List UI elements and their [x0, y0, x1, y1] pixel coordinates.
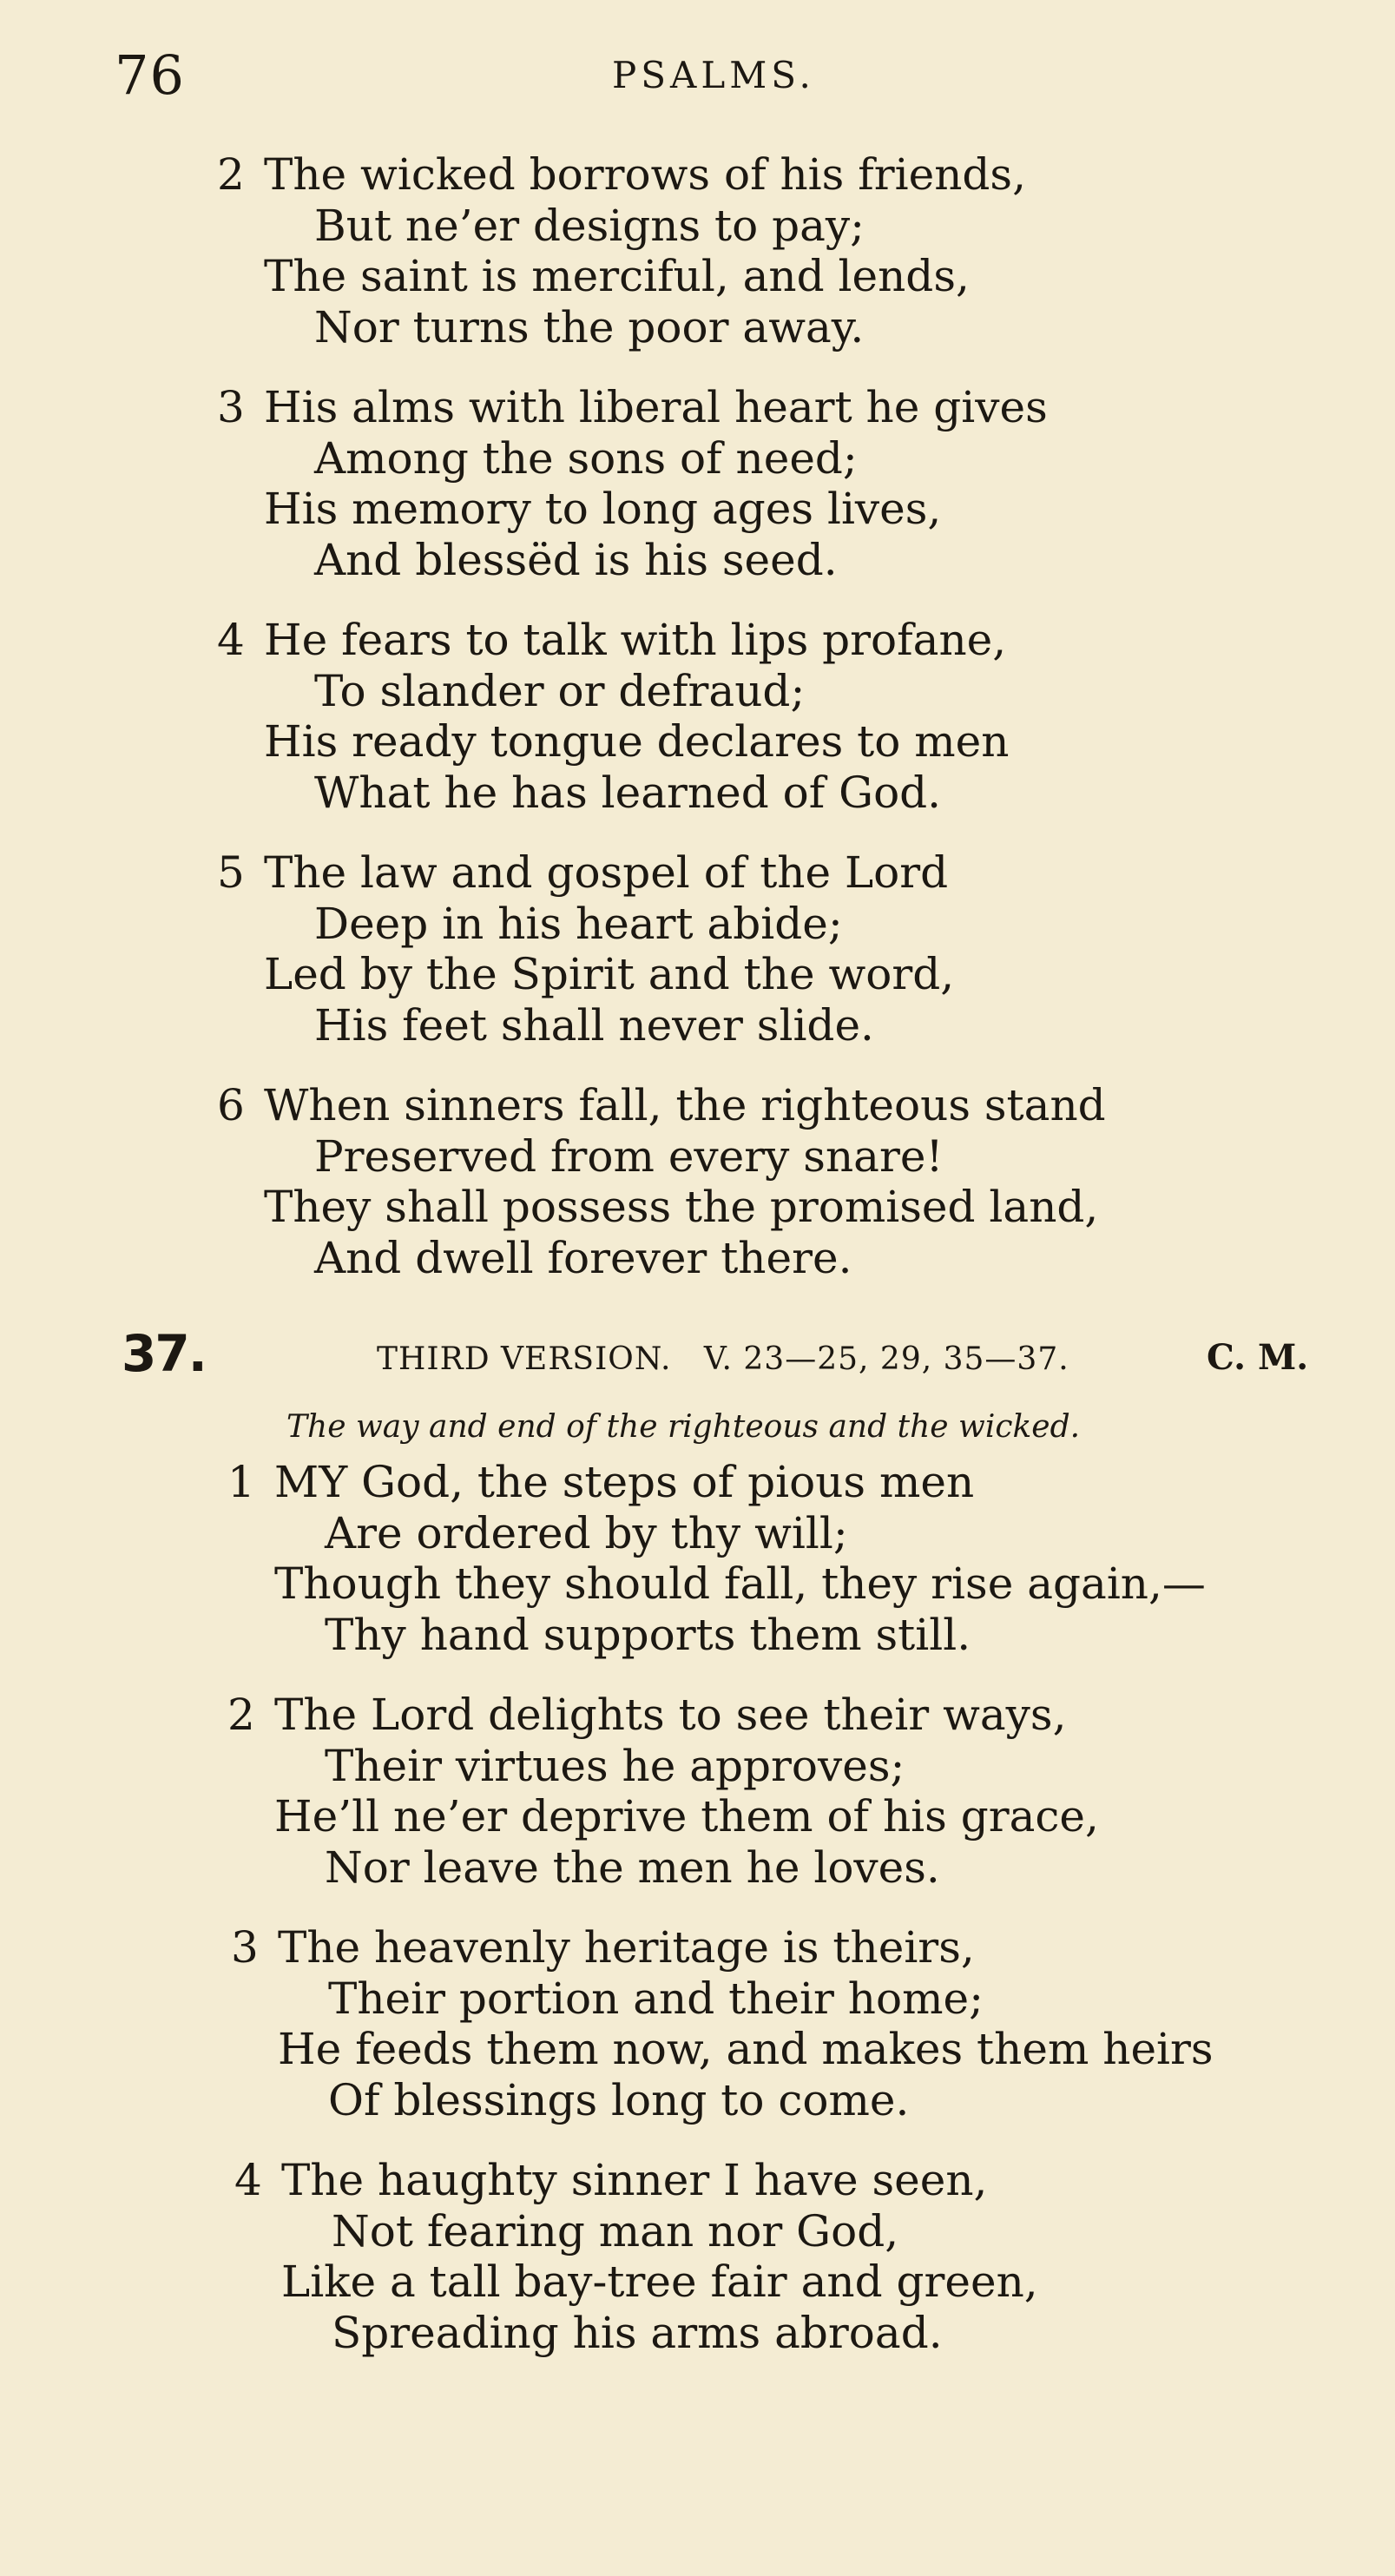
- verse-4: [234, 2155, 1038, 2358]
- verse-number: 4: [217, 615, 245, 665]
- verse-2-continued: [217, 149, 1026, 352]
- verse-line: Though they should fall, they rise again,—: [274, 1558, 1206, 1609]
- verse-line: His memory to long ages lives,: [264, 484, 942, 534]
- verse-line: And blessëd is his seed.: [314, 534, 838, 585]
- verse-4-continued: [217, 615, 1009, 818]
- verse-line: They shall possess the promised land,: [264, 1182, 1099, 1232]
- verse-line: MY God, the steps of pious men: [274, 1457, 975, 1507]
- verse-line: Spreading his arms abroad.: [332, 2307, 943, 2358]
- page-number: 76: [115, 43, 185, 107]
- verse-line: Are ordered by thy will;: [325, 1507, 848, 1558]
- verse-number: 3: [217, 382, 245, 432]
- verse-line: Their virtues he approves;: [325, 1740, 905, 1791]
- psalm-subtitle: The way and end of the righteous and the wicked.: [286, 1409, 1081, 1445]
- psalm-header: [122, 1324, 1319, 1389]
- verse-number: 2: [227, 1690, 255, 1740]
- verse-line: He’ll ne’er deprive them of his grace,: [274, 1791, 1099, 1841]
- verse-line: When sinners fall, the righteous stand: [264, 1080, 1106, 1130]
- verse-line: His feet shall never slide.: [314, 999, 874, 1051]
- verse-line: He fears to talk with lips profane,: [264, 615, 1007, 665]
- verse-5-continued: [217, 847, 954, 1051]
- verse-line: He feeds them now, and makes them heirs: [278, 2024, 1214, 2074]
- verse-3-continued: [217, 382, 1048, 585]
- verse-line: Of blessings long to come.: [328, 2074, 910, 2125]
- verse-number: 1: [227, 1457, 255, 1507]
- verse-2: [227, 1690, 1099, 1893]
- meter-label: C. M.: [1207, 1337, 1309, 1378]
- verse-line: What he has learned of God.: [314, 767, 942, 818]
- verse-line: Not fearing man nor God,: [332, 2205, 899, 2256]
- verse-line: The law and gospel of the Lord: [264, 847, 949, 898]
- verse-number: 2: [217, 149, 245, 200]
- running-head: PSALMS.: [612, 54, 815, 96]
- psalm-number: 37.: [122, 1324, 206, 1383]
- verse-line: The haughty sinner I have seen,: [281, 2155, 988, 2205]
- verse-line: Nor leave the men he loves.: [325, 1841, 940, 1893]
- version-label: [377, 1341, 1069, 1377]
- verse-number: 3: [231, 1922, 259, 1973]
- verse-line: And dwell forever there.: [314, 1232, 852, 1283]
- verse-6-continued: [217, 1080, 1106, 1283]
- verse-line: Nor turns the poor away.: [314, 301, 865, 352]
- verse-line: His alms with liberal heart he gives: [264, 382, 1048, 432]
- verse-line: The Lord delights to see their ways,: [274, 1690, 1067, 1740]
- verse-line: The saint is merciful, and lends,: [264, 251, 970, 301]
- verse-3: [231, 1922, 1214, 2125]
- verse-range: V. 23—25, 29, 35—37.: [703, 1341, 1069, 1377]
- verse-line: His ready tongue declares to men: [264, 716, 1010, 767]
- verse-line: The wicked borrows of his friends,: [264, 149, 1026, 200]
- verse-line: Preserved from every snare!: [314, 1130, 944, 1182]
- verse-line: Led by the Spirit and the word,: [264, 949, 955, 999]
- verse-1: [227, 1457, 1206, 1660]
- verse-number: 4: [234, 2155, 262, 2205]
- verse-line: Like a tall bay-tree fair and green,: [281, 2256, 1038, 2307]
- verse-number: 6: [217, 1080, 245, 1130]
- verse-line: But ne’er designs to pay;: [314, 200, 865, 251]
- verse-line: Thy hand supports them still.: [325, 1609, 971, 1660]
- version-title: THIRD VERSION.: [377, 1341, 672, 1377]
- verse-number: 5: [217, 847, 245, 898]
- verse-line: To slander or defraud;: [314, 665, 806, 716]
- verse-line: Deep in his heart abide;: [314, 898, 843, 949]
- verse-line: Among the sons of need;: [314, 432, 858, 484]
- verse-line: The heavenly heritage is theirs,: [278, 1922, 975, 1973]
- verse-line: Their portion and their home;: [328, 1973, 984, 2024]
